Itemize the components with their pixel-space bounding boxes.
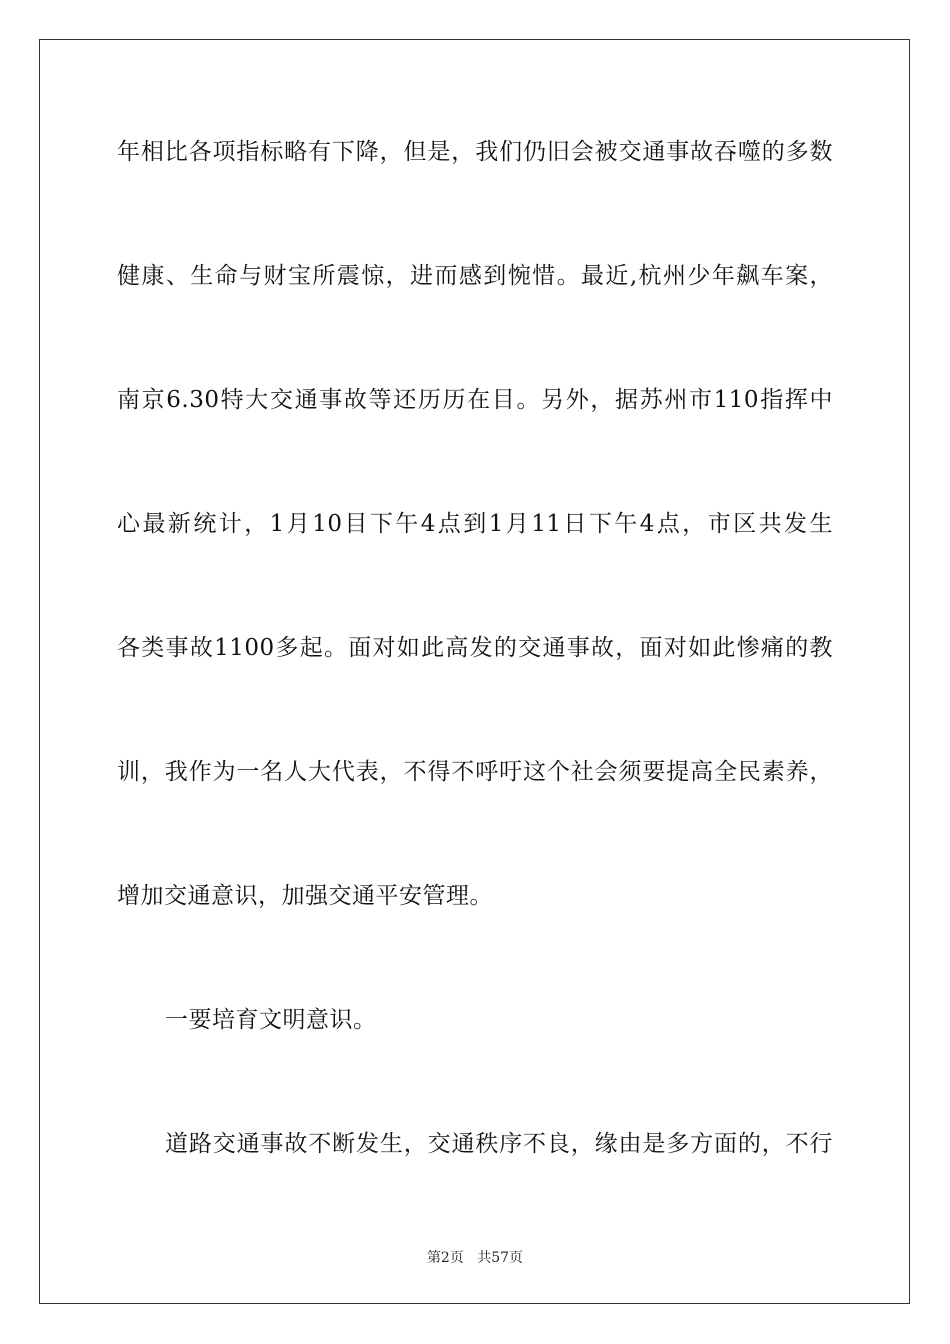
- text-line-4: 心最新统计，1月10目下午4点到1月11日下午4点，市区共发生: [117, 511, 833, 537]
- text-line-7: 增加交通意识，加强交通平安管理。: [117, 883, 493, 909]
- page-total: 共57页: [477, 1250, 524, 1266]
- page-number: 第2页: [426, 1250, 464, 1266]
- text-line-2: 健康、生命与财宝所震惊，进而感到惋惜。最近,杭州少年飙车案，: [117, 263, 833, 289]
- page-footer: [0, 1249, 950, 1267]
- text-line-3: 南京6.30特大交通事故等还历历在目。另外，据苏州市110指挥中: [117, 387, 833, 413]
- text-line-5: 各类事故1100多起。面对如此高发的交通事故，面对如此惨痛的教: [117, 635, 833, 661]
- text-line-1: 年相比各项指标略有下降，但是，我们仍旧会被交通事故吞噬的多数: [117, 139, 833, 165]
- page-border: [39, 39, 910, 1304]
- text-line-9: 道路交通事故不断发生，交通秩序不良，缘由是多方面的，不行: [165, 1131, 833, 1157]
- text-line-6: 训，我作为一名人大代表，不得不呼吁这个社会须要提高全民素养，: [117, 759, 833, 785]
- section-heading: 一要培育文明意识。: [165, 1007, 377, 1033]
